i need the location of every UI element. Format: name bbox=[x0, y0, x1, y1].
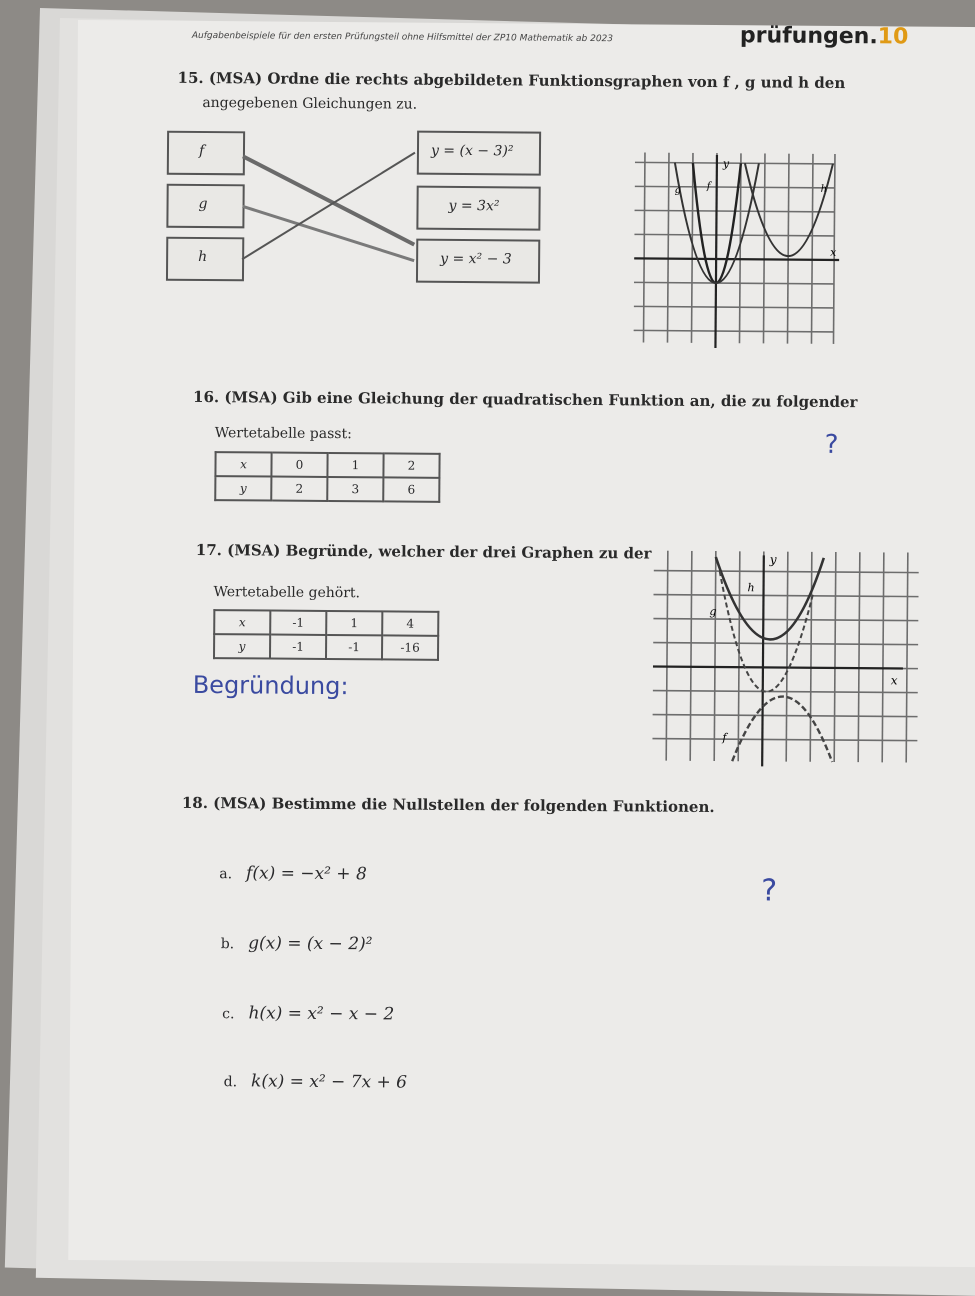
table-cell: -1 bbox=[270, 611, 326, 635]
table-row bbox=[214, 610, 438, 636]
q15-graph bbox=[633, 152, 845, 354]
table-cell: y bbox=[215, 476, 271, 500]
table-cell: 6 bbox=[383, 477, 439, 501]
equation-label: y = x² − 3 bbox=[440, 250, 512, 268]
equation-label: y = (x − 3)² bbox=[430, 142, 514, 160]
q18-item-d bbox=[224, 1071, 408, 1092]
equation-label: y = 3x² bbox=[448, 197, 500, 215]
table-cell: -1 bbox=[270, 635, 326, 659]
table-cell: 1 bbox=[326, 611, 382, 635]
curve-label-h: h bbox=[820, 183, 828, 195]
worksheet-page bbox=[68, 20, 975, 1267]
table-row bbox=[214, 634, 438, 660]
page-header: Aufgabenbeispiele für den ersten Prüfungsteil ohne Hilfsmittel der ZP10 Mathematik ab 2023 bbox=[191, 30, 614, 45]
item-expression: f(x) = −x² + 8 bbox=[246, 863, 367, 885]
q16-subtitle: Wertetabelle passt: bbox=[214, 425, 352, 443]
table-cell: 1 bbox=[327, 453, 383, 477]
axis-label-x: x bbox=[830, 245, 837, 259]
curve-label-f: f bbox=[706, 180, 711, 192]
table-cell: -16 bbox=[382, 635, 438, 659]
table-cell: x bbox=[214, 610, 270, 634]
q15-match-lines bbox=[75, 20, 637, 344]
curve-g bbox=[719, 571, 814, 692]
item-label: a. bbox=[219, 866, 233, 883]
handwritten-question-mark: ? bbox=[824, 429, 839, 460]
table-cell: 3 bbox=[327, 477, 383, 501]
axis-label-y: y bbox=[769, 552, 777, 567]
curve-label-f: f bbox=[722, 731, 727, 745]
curve-label-h: h bbox=[747, 581, 755, 595]
table-cell: y bbox=[214, 634, 270, 658]
q17-graph bbox=[652, 551, 924, 773]
table-cell: 2 bbox=[383, 453, 439, 477]
axis-label-y: y bbox=[722, 157, 730, 171]
logo-number: 10 bbox=[877, 24, 909, 50]
curve-f bbox=[732, 696, 833, 762]
box-label: f bbox=[198, 142, 205, 159]
table-cell: -1 bbox=[326, 635, 382, 659]
item-expression: g(x) = (x − 2)² bbox=[248, 933, 373, 955]
handwritten-question-mark: ? bbox=[761, 873, 778, 909]
axis-label-x: x bbox=[890, 673, 898, 688]
item-expression: k(x) = x² − 7x + 6 bbox=[251, 1071, 408, 1093]
handwritten-begruendung: Begründung: bbox=[192, 670, 349, 701]
box-label: h bbox=[198, 248, 208, 266]
q17-value-table bbox=[213, 609, 439, 661]
table-cell: x bbox=[215, 452, 271, 476]
q15-subtitle: angegebenen Gleichungen zu. bbox=[202, 94, 418, 113]
table-row bbox=[215, 452, 439, 478]
logo-text: prüfungen. bbox=[739, 23, 878, 50]
q18-title: 18. (MSA) Bestimme die Nullstellen der folgenden Funktionen. bbox=[181, 793, 715, 817]
q16-title: 16. (MSA) Gib eine Gleichung der quadratischen Funktion an, die zu folgender bbox=[192, 387, 858, 412]
brand-logo bbox=[740, 23, 909, 49]
table-cell: 2 bbox=[271, 477, 327, 501]
item-label: b. bbox=[220, 936, 235, 953]
curve-label-g: g bbox=[709, 604, 717, 619]
q18-item-b bbox=[221, 933, 373, 954]
q17-title: 17. (MSA) Begründe, welcher der drei Graphen zu der bbox=[195, 540, 652, 563]
table-cell: 4 bbox=[382, 611, 438, 635]
item-expression: h(x) = x² − x − 2 bbox=[248, 1003, 395, 1025]
item-label: d. bbox=[223, 1074, 238, 1091]
q17-subtitle: Wertetabelle gehört. bbox=[213, 584, 361, 602]
box-label: g bbox=[198, 195, 208, 213]
q18-item-a bbox=[219, 863, 367, 884]
q18-item-c bbox=[222, 1003, 394, 1024]
item-label: c. bbox=[222, 1006, 235, 1023]
q15-title: 15. (MSA) Ordne die rechts abgebildeten Funktionsgraphen von f , g und h den bbox=[177, 68, 846, 93]
q16-value-table bbox=[214, 451, 440, 503]
table-cell: 0 bbox=[271, 453, 327, 477]
curve-label-g: g bbox=[674, 184, 682, 196]
table-row bbox=[215, 476, 439, 502]
